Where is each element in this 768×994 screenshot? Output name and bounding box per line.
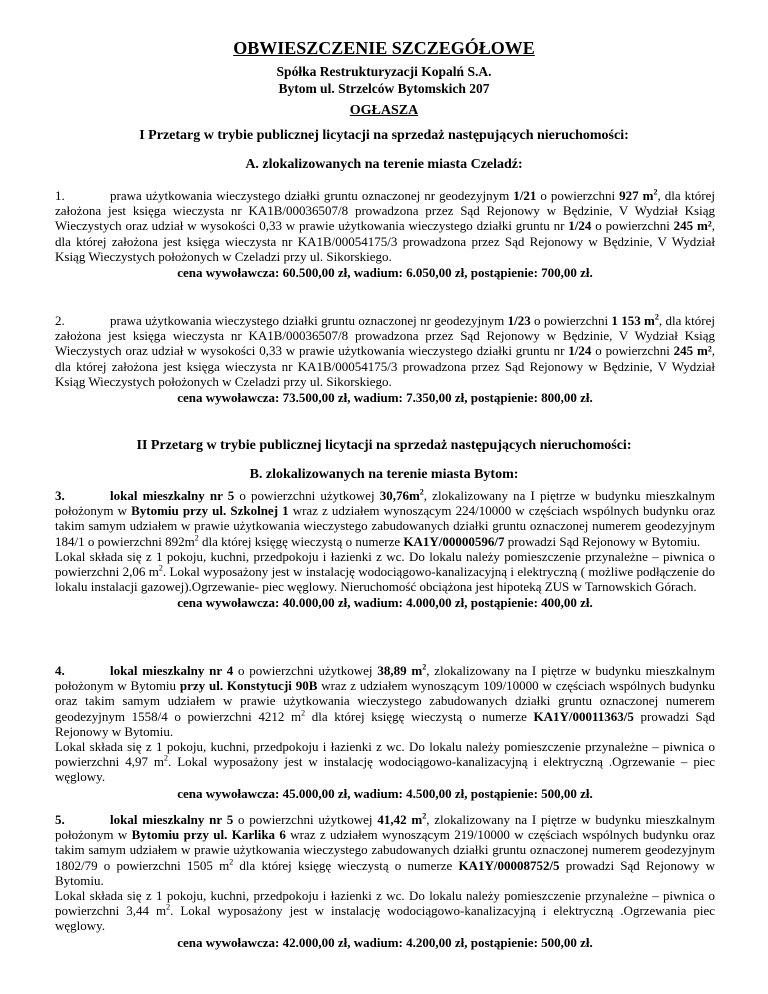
price-line: cena wywoławcza: 42.000,00 zł, wadium: 4.200,00 zł, postąpienie: 500,00 zł. xyxy=(177,934,593,950)
item-text: prowadzi Sąd Rejonowy w Bytomiu. xyxy=(55,857,715,888)
company-address: Bytom ul. Strzelców Bytomskich 207 xyxy=(278,81,490,96)
parcel-number: 1/23 xyxy=(507,313,531,328)
parcel-number: 1/21 xyxy=(513,188,537,203)
item-number: 3. xyxy=(55,488,65,503)
item-text: prawa użytkowania wieczystego działki gruntu oznaczonej nr geodezyjnym xyxy=(110,313,508,328)
item-text: o powierzchni xyxy=(591,218,674,234)
unit-address: przy ul. Konstytucji 90B xyxy=(179,678,318,694)
unit-address: Bytomiu przy ul. Karlika 6 xyxy=(131,827,286,843)
price-line: cena wywoławcza: 60.500,00 zł, wadium: 6.050,00 zł, postąpienie: 700,00 zł. xyxy=(177,265,593,281)
item-body: 5. lokal mieszkalny nr 5 o powierzchni użytkowej 41,42 $m^2$, zlokalizowany na I piętrze w budynku mieszkalnym położonym w Bytomiu przy ul. Karlika 6 wraz z udziałem wynoszącym 219/10000 w częściach wspólnych budynku oraz takim samym udziałem w prawie użytkowania wieczystego zabudowanych działki gruntu oznaczonej numerem geodezyjnym 1802/79 o powierzchni 1505 $m^2$ dla której księgę wieczystą o numerze KA1Y/00008752/5 prowadzi Sąd Rejonowy w Bytomiu. xyxy=(55,811,716,888)
section-1-subheading: A. zlokalizowanych na terenie miasta Czeladź: xyxy=(245,157,523,172)
parcel-number: 1/24 xyxy=(568,218,592,234)
unit-name: lokal mieszkalny nr 5 xyxy=(110,812,234,827)
item-text: o powierzchni użytkowej xyxy=(233,812,378,827)
item-text: dla której księgę wieczystą o numerze xyxy=(305,708,534,724)
item-text: o powierzchni xyxy=(530,313,612,328)
section-1-heading: I Przetarg w trybie publicznej licytacji na sprzedaż następujących nieruchomości: xyxy=(139,128,629,143)
price-line: cena wywoławcza: 73.500,00 zł, wadium: 7.350,00 zł, postąpienie: 800,00 zł. xyxy=(177,390,593,406)
land-register-number: KA1Y/00011363/5 xyxy=(533,708,634,724)
list-item xyxy=(55,188,715,280)
land-register-number: KA1Y/00000596/7 xyxy=(403,533,505,549)
announces-heading: OGŁASZA xyxy=(349,103,419,118)
unit-name: lokal mieszkalny nr 4 xyxy=(110,663,234,678)
item-text: , zlokalizowany na I piętrze w budynku mieszkalnym położonym w xyxy=(55,812,715,843)
item-body: 3. lokal mieszkalny nr 5 o powierzchni użytkowej $30,76m^2$, zlokalizowany na I piętrze w budynku mieszkalnym położonym w Bytomiu przy ul. Szkolnej 1 wraz z udziałem wynoszącym 224/10000 w częściach wspólnych budynku oraz takim samym udziałem w prawie użytkowania wieczystego zabudowanych działki gruntu oznaczonej numerem geodezyjnym 184/1 o powierzchni $892m^2$ dla której księgę wieczystą o numerze KA1Y/00000596/7 prowadzi Sąd Rejonowy w Bytomiu. xyxy=(55,487,715,549)
section-2-subheading: B. zlokalizowanych na terenie miasta Bytom: xyxy=(249,467,519,482)
item-text: o powierzchni użytkowej xyxy=(234,488,380,503)
section-2-heading: II Przetarg w trybie publicznej licytacji na sprzedaż następujących nieruchomości: xyxy=(136,438,632,453)
price-line: cena wywoławcza: 40.000,00 zł, wadium: 4.000,00 zł, postąpienie: 400,00 zł. xyxy=(177,595,593,611)
unit-area: 38,89 $m^2$ xyxy=(377,662,427,678)
parcel-area: 1 153 $m^2$ xyxy=(611,312,659,328)
item-body xyxy=(55,313,715,389)
item-number: 2. xyxy=(55,313,65,328)
parcel-number: 1/24 xyxy=(568,343,592,359)
unit-name: lokal mieszkalny nr 5 xyxy=(110,488,235,503)
unit-address: Bytomiu przy ul. Szkolnej 1 xyxy=(131,503,289,519)
item-body: 4. lokal mieszkalny nr 4 o powierzchni użytkowej 38,89 $m^2$, zlokalizowany na I piętrze w budynku mieszkalnym położonym w Bytomiu przy ul. Konstytucji 90B wraz z udziałem wynoszącym 109/10000 w częściach wspólnych budynku oraz takim samym udziałem w prawie użytkowania wieczystego zabudowanych działki gruntu oznaczonej numerem geodezyjnym 1558/4 o powierzchni 4212 $m^2$ dla której księgę wieczystą o numerze KA1Y/00011363/5 prowadzi Sąd Rejonowy w Bytomiu. xyxy=(55,662,715,739)
item-text: prowadzi Sąd Rejonowy w Bytomiu. xyxy=(55,708,715,739)
list-item xyxy=(55,812,715,950)
item-text: wraz z udziałem wynoszącym 224/10000 w częściach wspólnych budynku oraz takim samym udziałem w prawie użytkowania wieczystego zabudowanych działki gruntu oznaczonej numerem geodezyjnym 184/1 o powierzchni 892m xyxy=(55,503,715,549)
item-text: o powierzchni użytkowej xyxy=(233,663,378,678)
item-body xyxy=(55,188,715,264)
item-text: , zlokalizowany na I piętrze w budynku mieszkalnym położonym w xyxy=(55,488,715,519)
list-item xyxy=(55,313,715,405)
item-text: o powierzchni xyxy=(591,343,674,359)
item-number: 5. xyxy=(55,812,65,827)
item-number: 1. xyxy=(55,188,65,203)
item-text: dla której księgę wieczystą o numerze xyxy=(198,533,404,549)
unit-area: $30,76m^2$ xyxy=(379,487,424,503)
item-text: o powierzchni xyxy=(536,188,620,203)
item-text: , dla której założona jest księga wieczysta nr KA1B/00036507/8 prowadzona przez Sąd Rejonowy w Będzinie, V Wydział Ksiąg Wieczystych oraz udział w wysokości 0,33 w prawie użytkowania wieczystego działki gruntu nr xyxy=(55,313,715,359)
parcel-area: 245 m² xyxy=(673,343,712,359)
land-register-number: KA1Y/00008752/5 xyxy=(458,857,560,873)
list-item xyxy=(55,488,715,611)
item-text: , dla której założona jest księga wieczysta nr KA1B/00054175/3 prowadzona przez Sąd Rejonowy w Będzinie, V Wydział Ksiąg Wieczystych położonych w Czeladzi przy ul. Sikorskiego. xyxy=(55,218,715,264)
price-line: cena wywoławcza: 45.000,00 zł, wadium: 4.500,00 zł, postąpienie: 500,00 zł. xyxy=(177,785,593,801)
parcel-area: 245 m² xyxy=(673,218,712,234)
document-title: OBWIESZCZENIE SZCZEGÓŁOWE xyxy=(233,38,535,58)
unit-area: 41,42 $m^2$ xyxy=(377,811,427,827)
item-text: wraz z udziałem wynoszącym 109/10000 w częściach wspólnych budynku oraz takim samym udziałem w prawie użytkowania wieczystego zabudowanych działki gruntu oznaczonej numerem geodezyjnym 1558/4 o powierzchni 4212 m xyxy=(55,678,715,724)
list-item xyxy=(55,663,715,801)
parcel-area: 927 $m^2$ xyxy=(619,187,658,203)
item-description: Lokal składa się z 1 pokoju, kuchni, przedpokoju i łazienki z wc. Do lokalu należy pomieszczenie przynależne – piwnica o powierzchni 4,97 $m^2$. Lokal wyposażony jest w instalację wodociągowo-kanalizacyjną i elektryczną .Ogrzewanie – piec węglowy. xyxy=(55,739,715,785)
item-text: , dla której założona jest księga wieczysta nr KA1B/00036507/8 prowadzona przez Sąd Rejonowy w Będzinie, V Wydział Ksiąg Wieczystych oraz udział w wysokości 0,33 w prawie użytkowania wieczystego działki gruntu nr xyxy=(55,188,715,234)
company-name: Spółka Restrukturyzacji Kopalń S.A. xyxy=(276,64,492,79)
item-text: prowadzi Sąd Rejonowy w Bytomiu. xyxy=(504,533,701,549)
item-text: prawa użytkowania wieczystego działki gruntu oznaczonej nr geodezyjnym xyxy=(110,188,514,203)
item-text: , dla której założona jest księga wieczysta nr KA1B/00054175/3 prowadzona przez Sąd Rejonowy w Będzinie, V Wydział Ksiąg Wieczystych położonych w Czeladzi przy ul. Sikorskiego. xyxy=(55,343,715,389)
item-number: 4. xyxy=(55,663,65,678)
item-text: , zlokalizowany na I piętrze w budynku mieszkalnym położonym w Bytomiu xyxy=(55,663,715,694)
item-description: Lokal składa się z 1 pokoju, kuchni, przedpokoju i łazienki z wc. Do lokalu należy pomieszczenie przynależne – piwnica o powierzchni 2,06 $m^2$. Lokal wyposażony jest w instalację wodociągowo-kanalizacyjną i elektryczną ( możliwe podłączenie do lokalu instalacji gazowej).Ogrzewanie- piec węglowy. Nieruchomość obciążona jest hipoteką ZUS w Tarnowskich Górach. xyxy=(55,548,715,595)
item-text: wraz z udziałem wynoszącym 219/10000 w częściach wspólnych budynku oraz takim samym udziałem w prawie użytkowania wieczystego zabudowanych działki gruntu oznaczonej numerem geodezyjnym 1802/79 o powierzchni 1505 m xyxy=(55,827,716,873)
item-description: Lokal składa się z 1 pokoju, kuchni, przedpokoju i łazienki z wc. Do lokalu należy pomieszczenie przynależne – piwnica o powierzchni 3,44 $m^2$. Lokal wyposażony jest w instalację wodociągowo-kanalizacyjną i elektryczną .Ogrzewania piec węglowy. xyxy=(55,888,715,934)
item-text: dla której księgę wieczystą o numerze xyxy=(233,857,459,873)
